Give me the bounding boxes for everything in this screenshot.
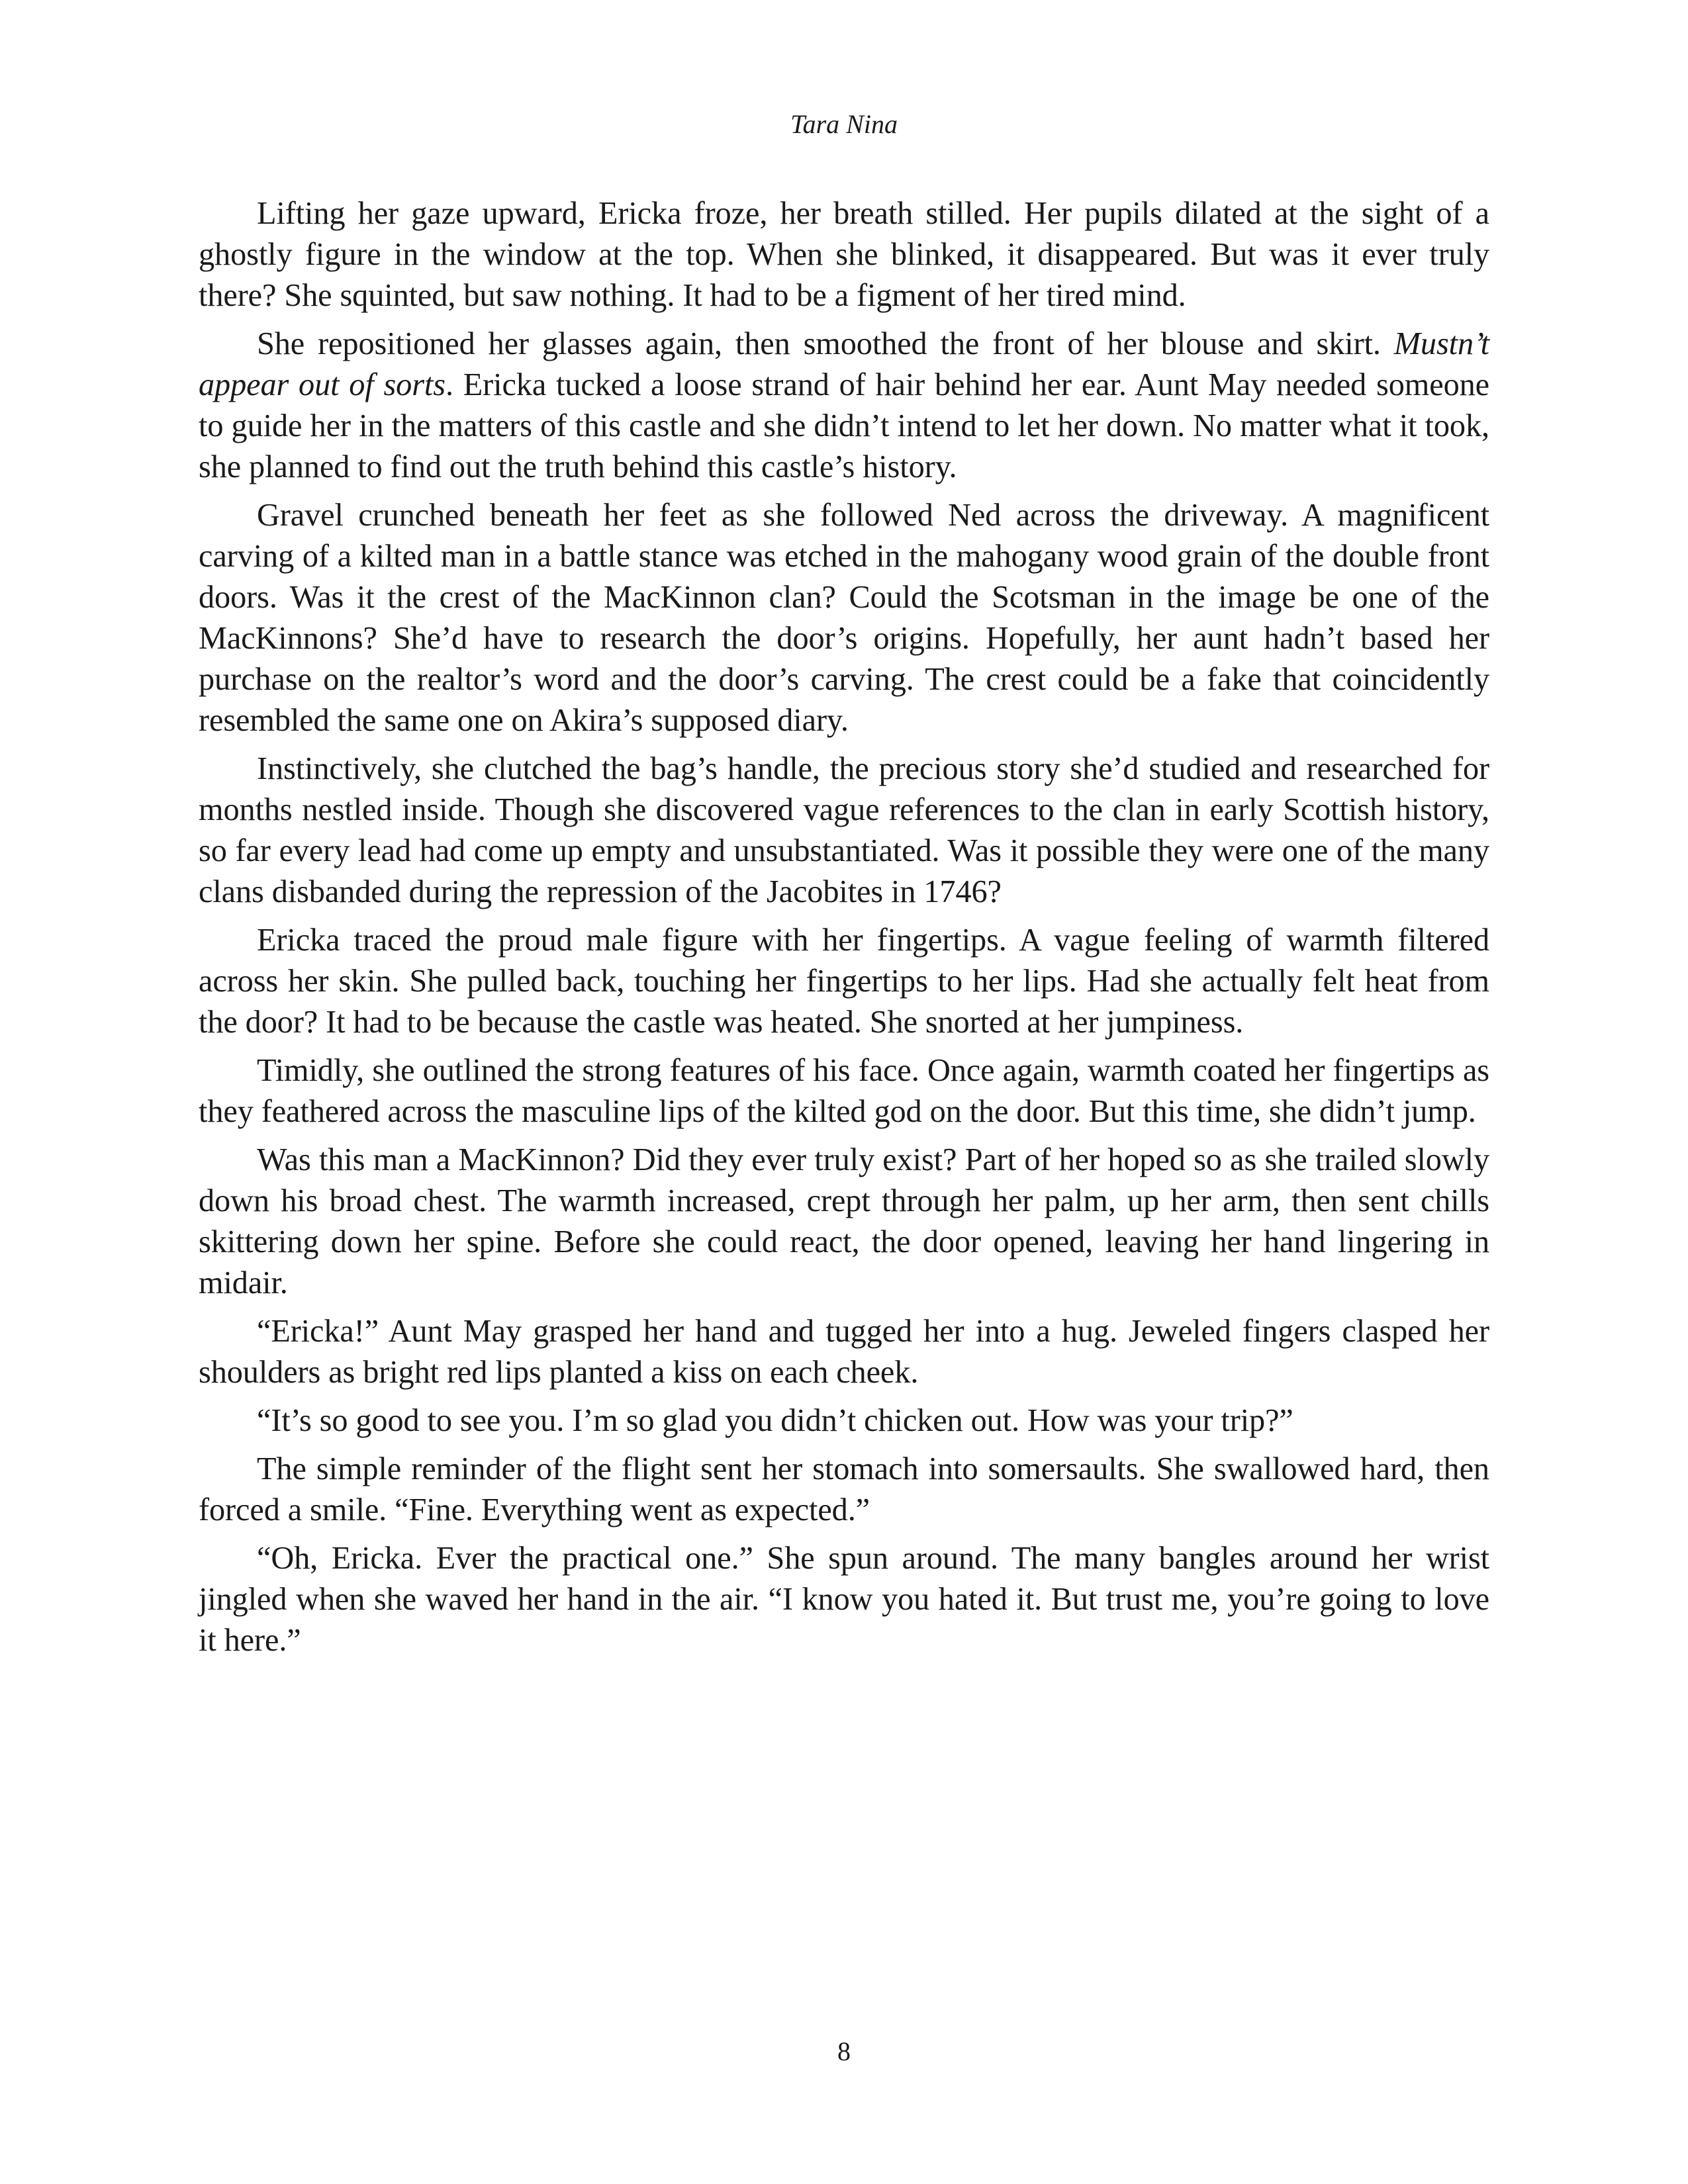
- paragraph-4: Instinctively, she clutched the bag’s handle, the precious story she’d studied and researched for months nestled inside. Though she discovered vague references to the clan in early Scottish history, so far every lead had come up empty and unsubstantiated. Was it possible they were one of the many clans disbanded during the repression of the Jacobites in 1746?: [199, 751, 1489, 909]
- paragraph-2: [199, 324, 1489, 488]
- paragraph-2-italic-thought: Mustn’t appear out of sorts: [199, 326, 1489, 402]
- paragraph-10: The simple reminder of the flight sent her stomach into somersaults. She swallowed hard, then forced a smile. “Fine. Everything went as expected.”: [199, 1451, 1489, 1527]
- paragraph-2-after: . Ericka tucked a loose strand of hair behind her ear. Aunt May needed someone to guide her in the matters of this castle and she didn’t intend to let her down. No matter what it took, she planned to find out the truth behind this castle’s history.: [199, 367, 1489, 484]
- paragraph-3: Gravel crunched beneath her feet as she followed Ned across the driveway. A magnificent carving of a kilted man in a battle stance was etched in the mahogany wood grain of the double front doors. Was it the crest of the MacKinnon clan? Could the Scotsman in the image be one of the MacKinnons? She’d have to research the door’s origins. Hopefully, her aunt hadn’t based her purchase on the realtor’s word and the door’s carving. The crest could be a fake that coincidently resembled the same one on Akira’s supposed diary.: [199, 498, 1489, 738]
- paragraph-8: “Ericka!” Aunt May grasped her hand and tugged her into a hug. Jeweled fingers clasped her shoulders as bright red lips planted a kiss on each cheek.: [199, 1314, 1489, 1390]
- page-number: 8: [837, 2036, 851, 2066]
- paragraph-5: Ericka traced the proud male figure with her fingertips. A vague feeling of warmth filtered across her skin. She pulled back, touching her fingertips to her lips. Had she actually felt heat from the door? It had to be because the castle was heated. She snorted at her jumpiness.: [199, 923, 1489, 1040]
- paragraph-6: Timidly, she outlined the strong features of his face. Once again, warmth coated her fingertips as they feathered across the masculine lips of the kilted god on the door. But this time, she didn’t jump.: [199, 1053, 1489, 1129]
- paragraph-9: “It’s so good to see you. I’m so glad you didn’t chicken out. How was your trip?”: [257, 1403, 1293, 1438]
- body-text: [199, 193, 1489, 1668]
- paragraph-2-before: She repositioned her glasses again, then smoothed the front of her blouse and skirt.: [257, 326, 1394, 361]
- paragraph-11: “Oh, Ericka. Ever the practical one.” She spun around. The many bangles around her wrist jingled when she waved her hand in the air. “I know you hated it. But trust me, you’re going to love it here.”: [199, 1541, 1489, 1658]
- paragraph-7: Was this man a MacKinnon? Did they ever truly exist? Part of her hoped so as she trailed slowly down his broad chest. The warmth increased, crept through her palm, up her arm, then sent chills skittering down her spine. Before she could react, the door opened, leaving her hand lingering in midair.: [199, 1142, 1489, 1300]
- paragraph-1: Lifting her gaze upward, Ericka froze, her breath stilled. Her pupils dilated at the sight of a ghostly figure in the window at the top. When she blinked, it disappeared. But was it ever truly there? She squinted, but saw nothing. It had to be a figment of her tired mind.: [199, 196, 1489, 313]
- running-header-author: Tara Nina: [790, 109, 898, 139]
